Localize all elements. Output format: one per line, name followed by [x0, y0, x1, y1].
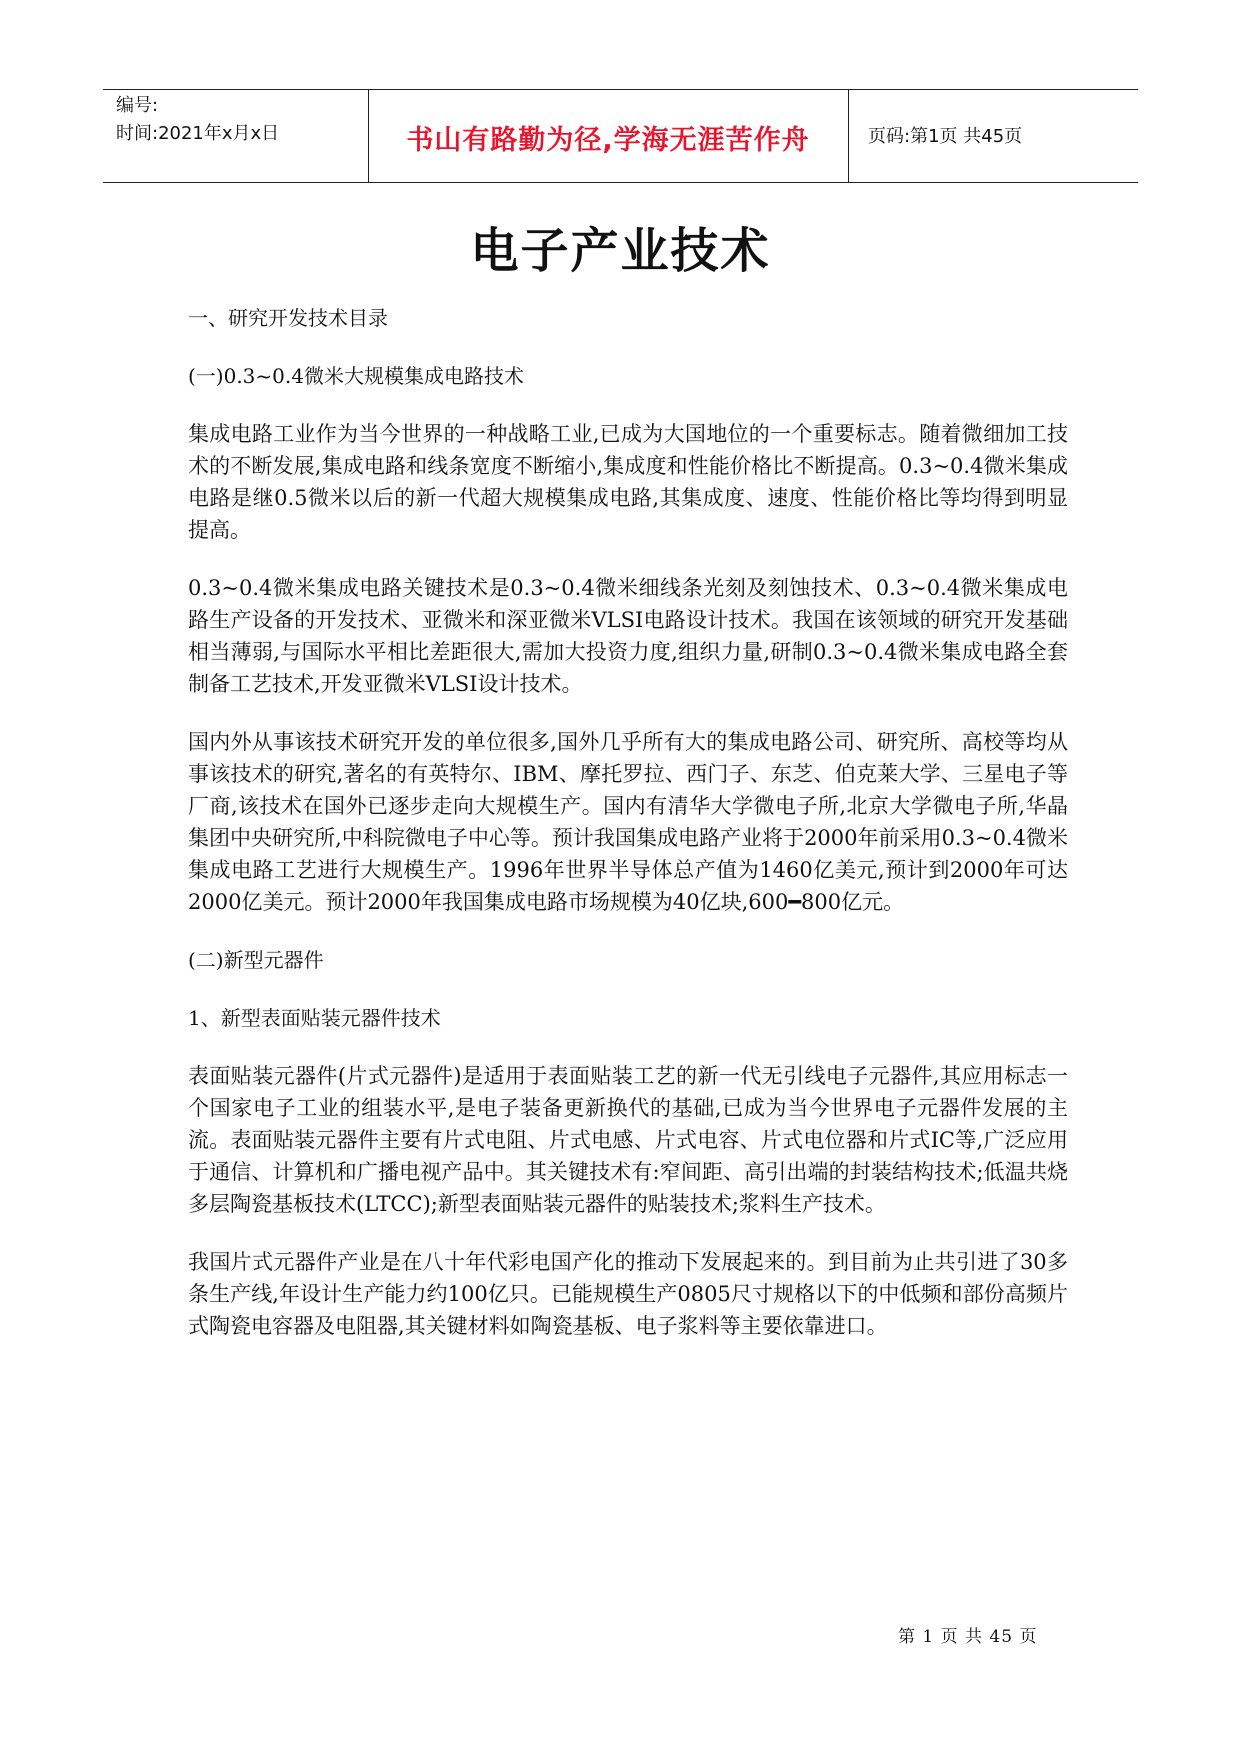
subsection-heading-ic-technology: (一)0.3~0.4微米大规模集成电路技术	[188, 364, 524, 388]
subsection-heading-new-components: (二)新型元器件	[188, 948, 324, 972]
document-body	[188, 302, 1068, 1368]
section-heading-research-catalog: 一、研究开发技术目录	[188, 306, 388, 330]
header-meta	[116, 92, 356, 148]
paragraph: 我国片式元器件产业是在八十年代彩电国产化的推动下发展起来的。到目前为止共引进了30多条生产线,年设计生产能力约100亿只。已能规模生产0805尺寸规格以下的中低频和部份高频片式陶瓷电容器及电阻器,其关键材料如陶瓷基板、电子浆料等主要依靠进口。	[188, 1250, 1068, 1338]
header-bottom-rule	[103, 182, 1138, 183]
date-label: 时间:2021年x月x日	[116, 123, 280, 144]
header-divider-right	[848, 89, 849, 182]
number-label: 编号:	[116, 95, 159, 116]
document-title: 电子产业技术	[470, 223, 771, 279]
paragraph: 集成电路工业作为当今世界的一种战略工业,已成为大国地位的一个重要标志。随着微细加工技术的不断发展,集成电路和线条宽度不断缩小,集成度和性能价格比不断提高。0.3~0.4微米集成电路是继0.5微米以后的新一代超大规模集成电路,其集成度、速度、性能价格比等均得到明显提高。	[188, 422, 1068, 542]
header-top-rule	[103, 89, 1138, 90]
header-motto: 书山有路勤为径,学海无涯苦作舟	[406, 125, 810, 156]
paragraph: 0.3~0.4微米集成电路关键技术是0.3~0.4微米细线条光刻及刻蚀技术、0.3~0.4微米集成电路生产设备的开发技术、亚微米和深亚微米VLSI电路设计技术。我国在该领域的研究开发基础相当薄弱,与国际水平相比差距很大,需加大投资力度,组织力量,研制0.3~0.4微米集成电路全套制备工艺技术,开发亚微米VLSI设计技术。	[188, 576, 1068, 696]
item-heading-smd-technology: 1、新型表面贴装元器件技术	[188, 1006, 441, 1030]
paragraph: 国内外从事该技术研究开发的单位很多,国外几乎所有大的集成电路公司、研究所、高校等均从事该技术的研究,著名的有英特尔、IBM、摩托罗拉、西门子、东芝、伯克莱大学、三星电子等厂商,该技术在国外已逐步走向大规模生产。国内有清华大学微电子所,北京大学微电子所,华晶集团中央研究所,中科院微电子中心等。预计我国集成电路产业将于2000年前采用0.3~0.4微米集成电路工艺进行大规模生产。1996年世界半导体总产值为1460亿美元,预计到2000年可达2000亿美元。预计2000年我国集成电路市场规模为40亿块,600━800亿元。	[188, 730, 1068, 914]
page-footer: 第 1 页 共 45 页	[898, 1627, 1038, 1647]
header-page-label: 页码:第1页 共45页	[868, 126, 1023, 147]
paragraph: 表面贴装元器件(片式元器件)是适用于表面贴装工艺的新一代无引线电子元器件,其应用标志一个国家电子工业的组装水平,是电子装备更新换代的基础,已成为当今世界电子元器件发展的主流。表面贴装元器件主要有片式电阻、片式电感、片式电容、片式电位器和片式IC等,广泛应用于通信、计算机和广播电视产品中。其关键技术有:窄间距、高引出端的封装结构技术;低温共烧多层陶瓷基板技术(LTCC);新型表面贴装元器件的贴装技术;浆料生产技术。	[188, 1064, 1068, 1216]
